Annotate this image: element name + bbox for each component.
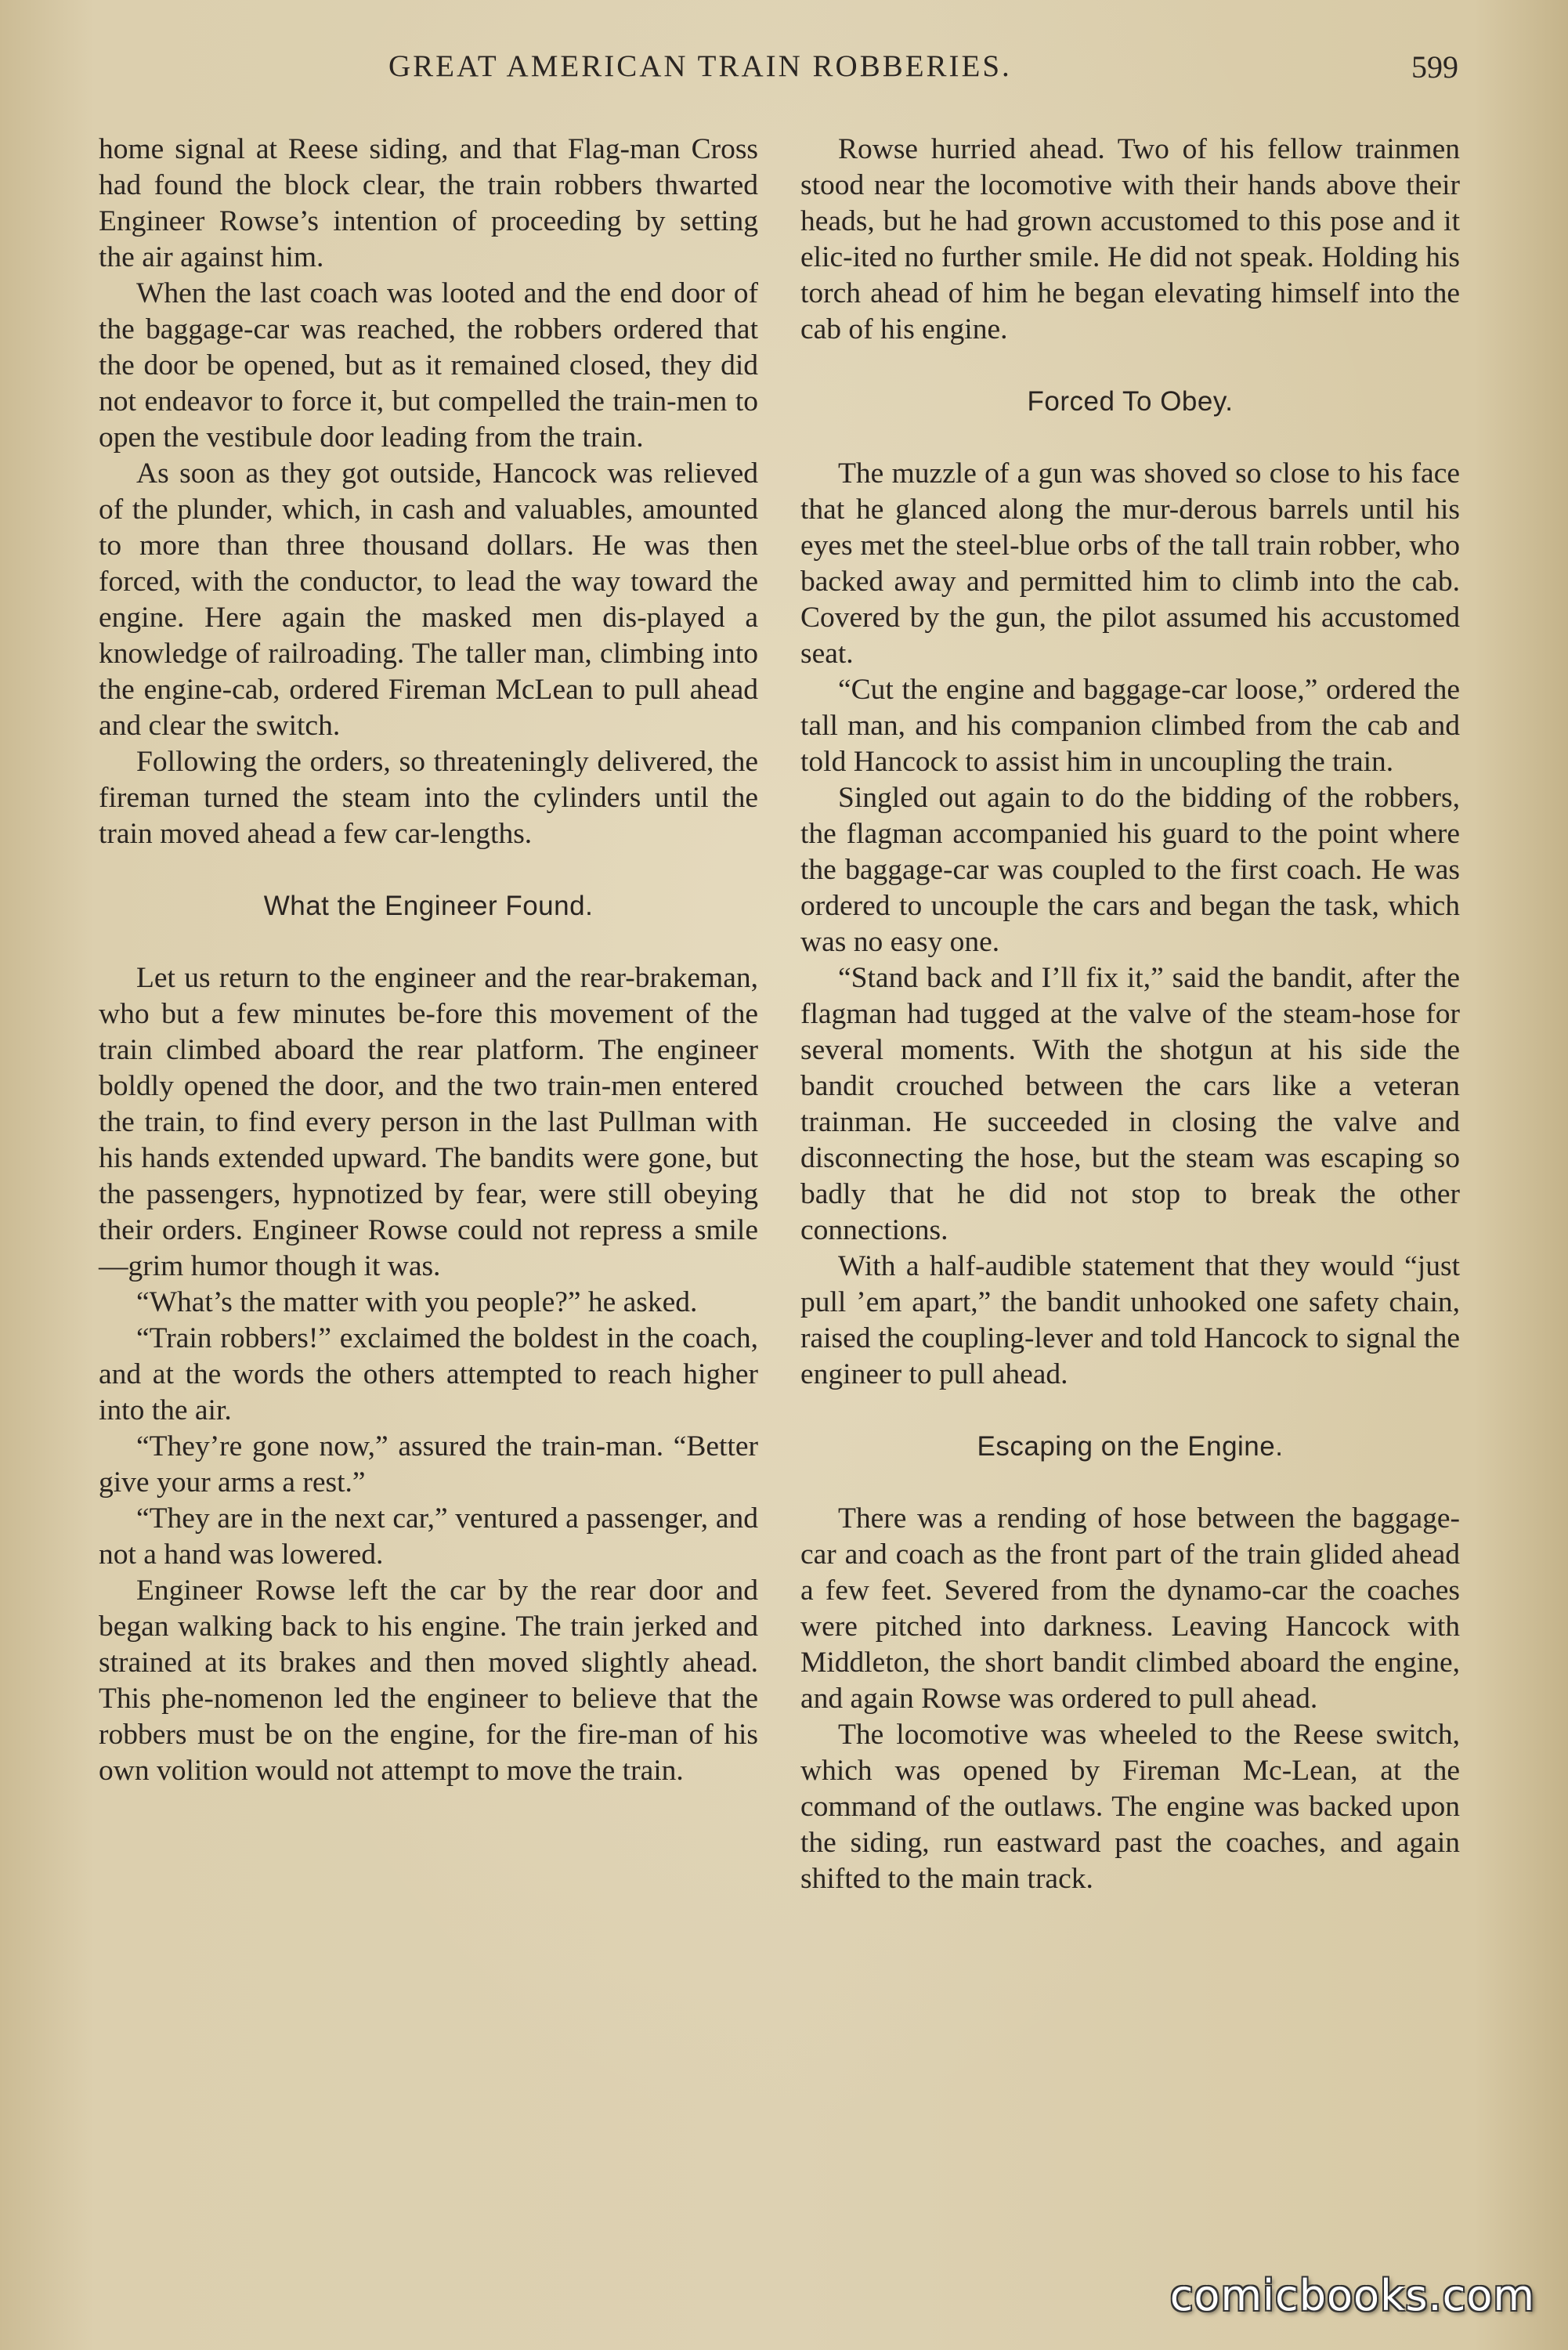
paragraph: Engineer Rowse left the car by the rear door and began walking back to his engine. The train jerked and strained at its brakes and then moved slightly ahead. This phe-nomenon led the engineer to believe that the robbers must be on the engine, for the fire-man of his own volition would not attempt to move the train. — [99, 1574, 758, 1787]
page-number: 599 — [1411, 49, 1458, 85]
paragraph: As soon as they got outside, Hancock was relieved of the plunder, which, in cash and valuables, amounted to more than three thousand dollars. He was then forced, with the conductor, to lead the way toward the engine. Here again the masked men dis-played a knowledge of railroading. The taller man, climbing into the engine-cab, ordered Fireman McLean to pull ahead and clear the switch. — [99, 457, 758, 742]
paragraph: “Train robbers!” exclaimed the boldest in the coach, and at the words the others attempted to reach higher into the air. — [99, 1322, 758, 1426]
paragraph: “They are in the next car,” ventured a passenger, and not a hand was lowered. — [99, 1502, 758, 1571]
right-column — [800, 132, 1460, 1897]
paragraph: “They’re gone now,” assured the train-man. “Better give your arms a rest.” — [99, 1430, 758, 1499]
paragraph: home signal at Reese siding, and that Flag-man Cross had found the block clear, the train robbers thwarted Engineer Rowse’s intention of proceeding by setting the air against him. — [99, 133, 758, 273]
paragraph: Rowse hurried ahead. Two of his fellow trainmen stood near the locomotive with their hands above their heads, but he had grown accustomed to this pose and it elic-ited no further smile. He did not speak. Holding his torch ahead of him he began elevating himself into the cab of his engine. — [800, 133, 1460, 345]
paragraph: “Stand back and I’ll fix it,” said the bandit, after the flagman had tugged at the valve of the steam-hose for several moments. With the shotgun at his side the bandit crouched between the cars like a veteran trainman. He succeeded in closing the valve and disconnecting the hose, but the steam was escaping so badly that he did not stop to break the other connections. — [800, 962, 1460, 1246]
left-column — [99, 132, 758, 1789]
paragraph: The locomotive was wheeled to the Reese switch, which was opened by Fireman Mc-Lean, at the command of the outlaws. The engine was backed upon the siding, run eastward past the coaches, and again shifted to the main track. — [800, 1719, 1460, 1895]
paragraph: Let us return to the engineer and the rear-brakeman, who but a few minutes be-fore this movement of the train climbed aboard the rear platform. The engineer boldly opened the door, and the two train-men entered the train, to find every person in the last Pullman with his hands extended upward. The bandits were gone, but the passengers, hypnotized by fear, were still obeying their orders. Engineer Rowse could not repress a smile—grim humor though it was. — [99, 962, 758, 1282]
paragraph: The muzzle of a gun was shoved so close to his face that he glanced along the mur-derous barrels until his eyes met the steel-blue orbs of the tall train robber, who backed away and permitted him to climb into the cab. Covered by the gun, the pilot assumed his accustomed seat. — [800, 457, 1460, 670]
paragraph: When the last coach was looted and the end door of the baggage-car was reached, the robbers ordered that the door be opened, but as it remained closed, they did not endeavor to force it, but compelled the train-men to open the vestibule door leading from the train. — [99, 277, 758, 454]
paragraph: “Cut the engine and baggage-car loose,” ordered the tall man, and his companion climbed from the cab and told Hancock to assist him in uncoupling the train. — [800, 674, 1460, 778]
section-heading: Escaping on the Engine. — [977, 1431, 1284, 1462]
paragraph: There was a rending of hose between the baggage-car and coach as the front part of the train glided ahead a few feet. Severed from the dynamo-car the coaches were pitched into darkness. Leaving Hancock with Middleton, the short bandit climbed aboard the engine, and again Rowse was ordered to pull ahead. — [800, 1502, 1460, 1715]
running-title: GREAT AMERICAN TRAIN ROBBERIES. — [388, 49, 1012, 83]
paragraph: “What’s the matter with you people?” he asked. — [136, 1286, 698, 1318]
section-heading: Forced To Obey. — [1027, 386, 1234, 417]
paragraph: Following the orders, so threateningly delivered, the fireman turned the steam into the cylinders until the train moved ahead a few car-lengths. — [99, 746, 758, 850]
watermark: comicbooks.com — [1169, 2271, 1535, 2320]
paragraph: With a half-audible statement that they would “just pull ’em apart,” the bandit unhooked one safety chain, raised the coupling-lever and told Hancock to signal the engineer to pull ahead. — [800, 1250, 1460, 1390]
paragraph: Singled out again to do the bidding of the robbers, the flagman accompanied his guard to the point where the baggage-car was coupled to the first coach. He was ordered to uncouple the cars and began the task, which was no easy one. — [800, 782, 1460, 958]
section-heading: What the Engineer Found. — [263, 891, 594, 921]
